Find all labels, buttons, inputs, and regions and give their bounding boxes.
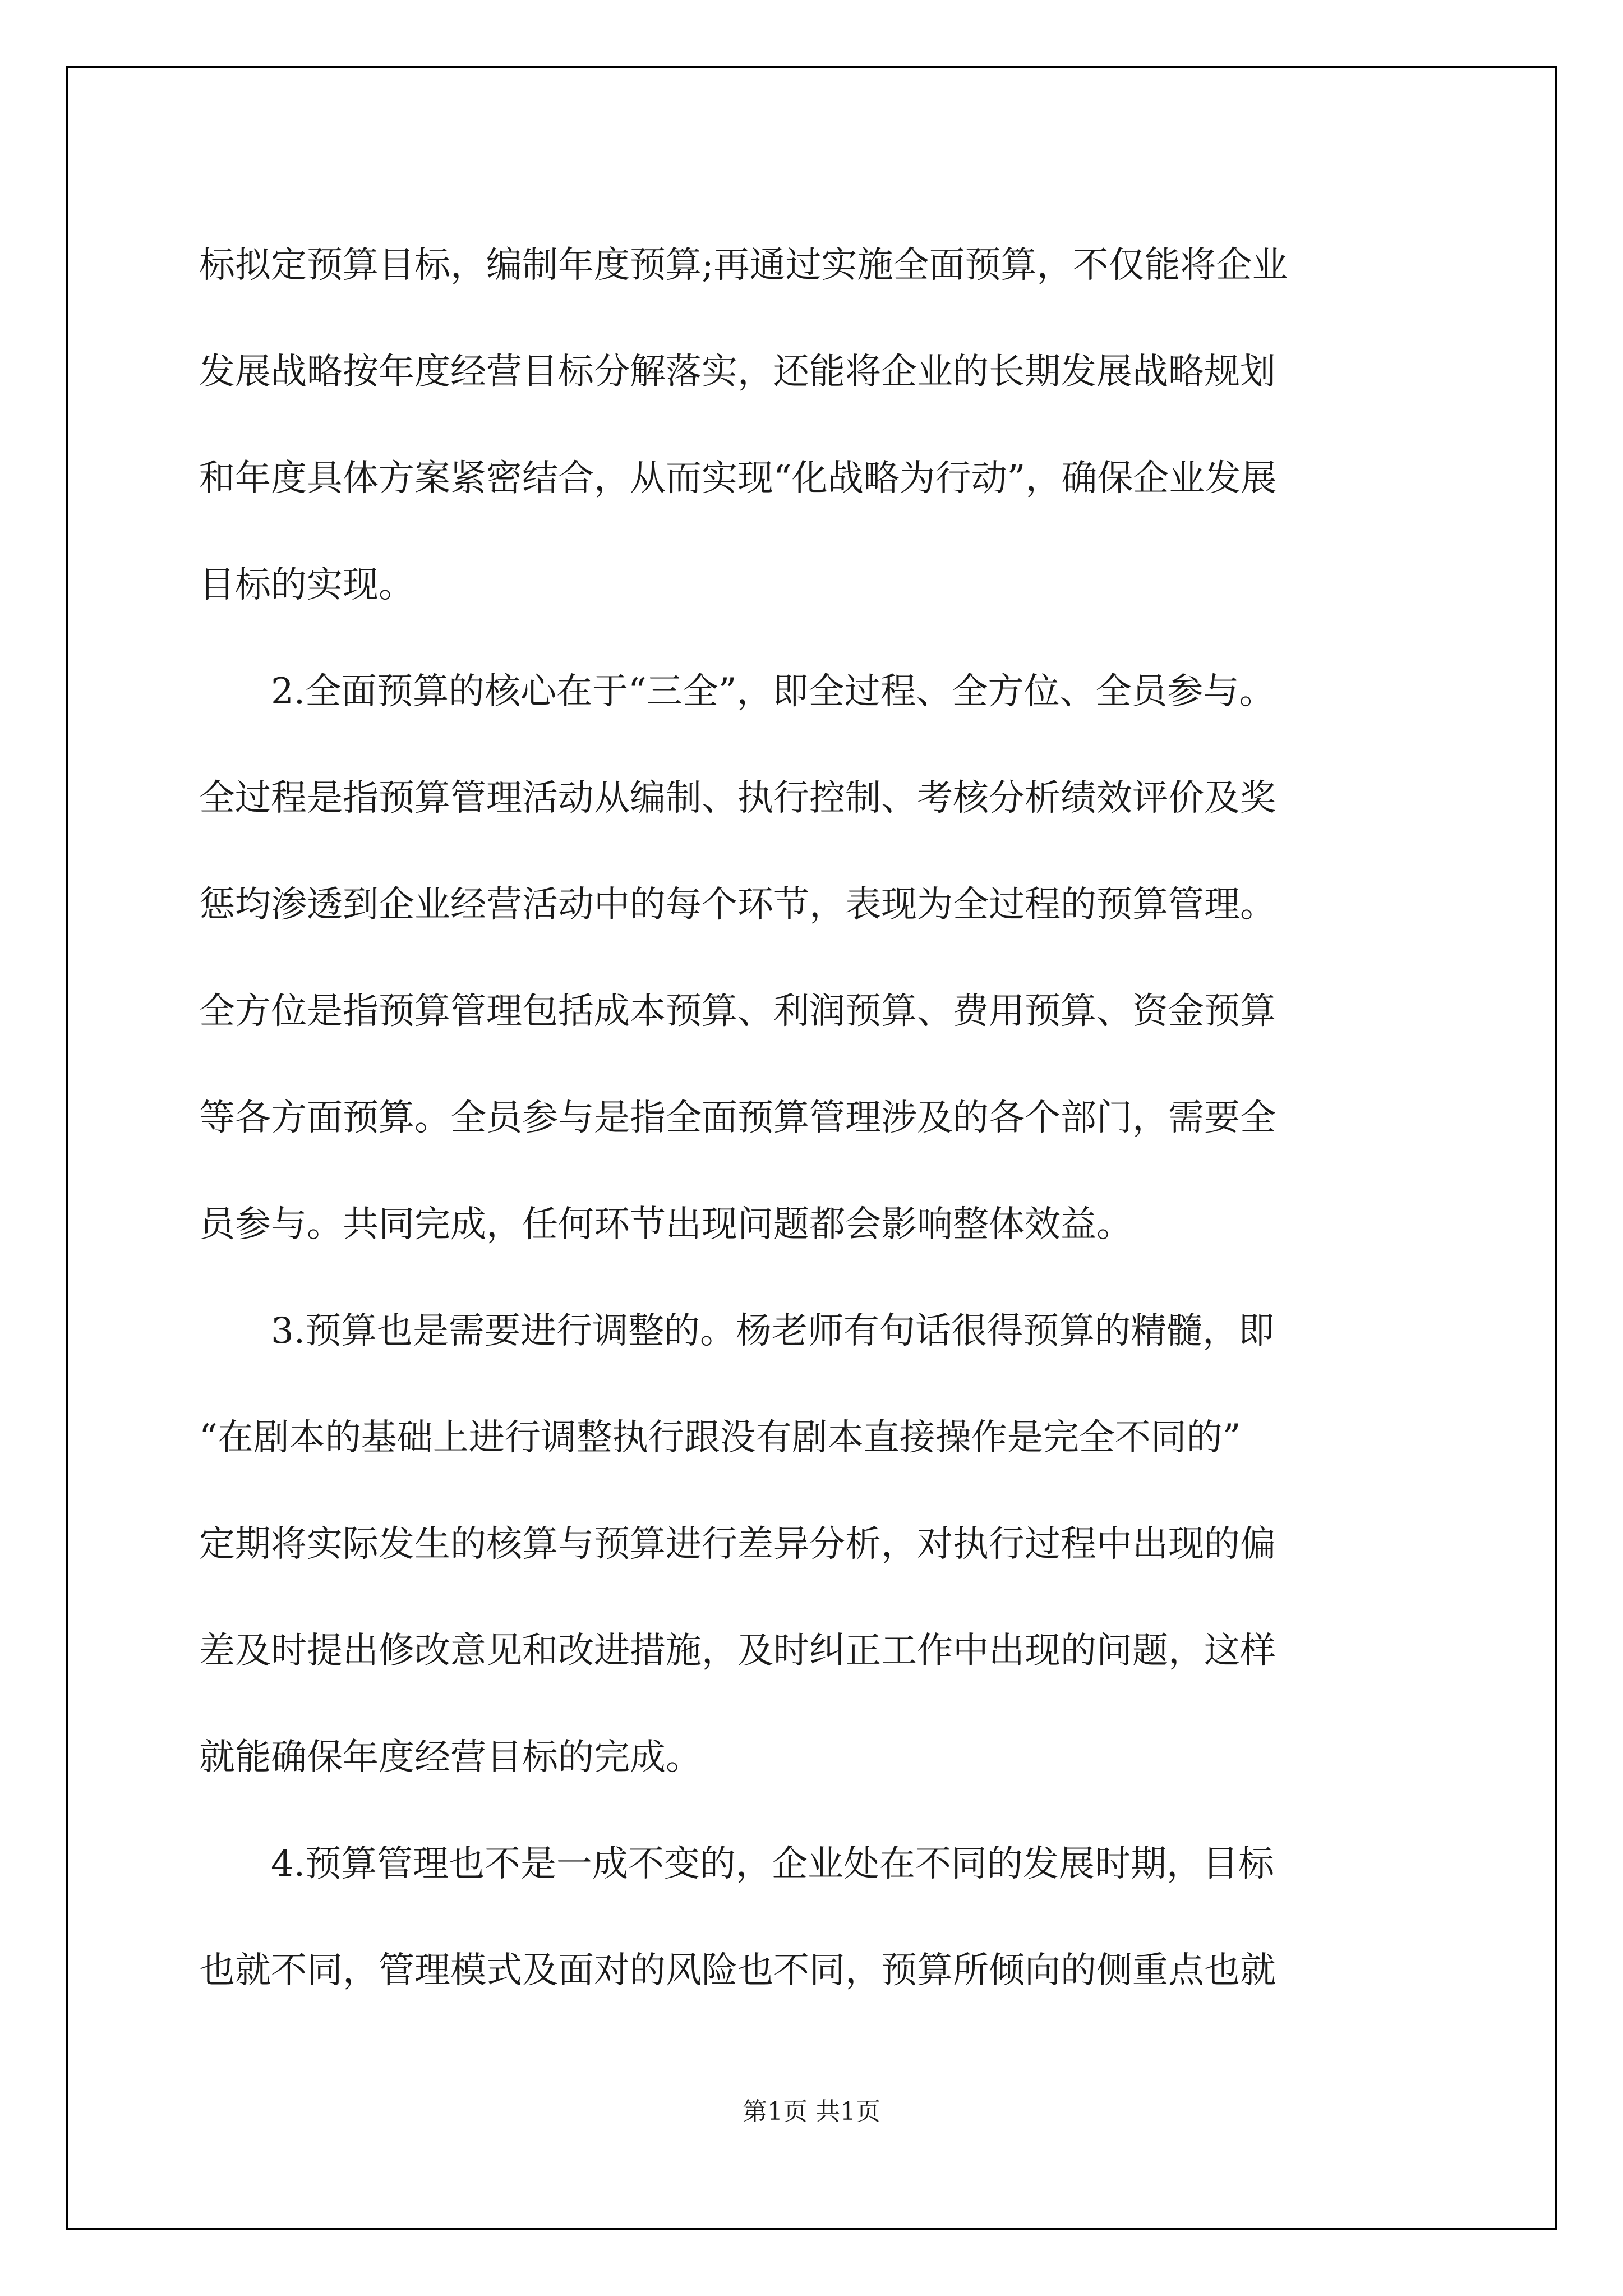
paragraph-start-3: 3.预算也是需要进行调整的。杨老师有句话很得预算的精髓，即 xyxy=(271,1310,1275,1352)
text-line: 就能确保年度经营目标的完成。 xyxy=(199,1737,702,1778)
text-line: 惩均渗透到企业经营活动中的每个环节，表现为全过程的预算管理。 xyxy=(199,884,1276,926)
text-line: 全方位是指预算管理包括成本预算、利润预算、费用预算、资金预算 xyxy=(199,991,1276,1032)
text-line: 差及时提出修改意见和改进措施，及时纠正工作中出现的问题，这样 xyxy=(199,1630,1276,1672)
text-line: 和年度具体方案紧密结合，从而实现“化战略为行动”，确保企业发展 xyxy=(199,458,1277,499)
text-line: 也就不同，管理模式及面对的风险也不同，预算所倾向的侧重点也就 xyxy=(199,1950,1276,1991)
text-line: 标拟定预算目标，编制年度预算;再通过实施全面预算，不仅能将企业 xyxy=(199,245,1288,286)
text-line: 目标的实现。 xyxy=(199,564,414,606)
text-line: 发展战略按年度经营目标分解落实，还能将企业的长期发展战略规划 xyxy=(199,351,1276,393)
text-line: 全过程是指预算管理活动从编制、执行控制、考核分析绩效评价及奖 xyxy=(199,777,1276,819)
text-line: 定期将实际发生的核算与预算进行差异分析，对执行过程中出现的偏 xyxy=(199,1524,1276,1565)
text-line: “在剧本的基础上进行调整执行跟没有剧本直接操作是完全不同的” xyxy=(199,1417,1241,1458)
text-line: 等各方面预算。全员参与是指全面预算管理涉及的各个部门，需要全 xyxy=(199,1097,1276,1139)
page-footer: 第1页 共1页 xyxy=(743,2097,880,2126)
text-line: 员参与。共同完成，任何环节出现问题都会影响整体效益。 xyxy=(199,1204,1132,1245)
paragraph-start-4: 4.预算管理也不是一成不变的，企业处在不同的发展时期，目标 xyxy=(271,1843,1275,1885)
document-body xyxy=(199,212,1433,2024)
paragraph-start-2: 2.全面预算的核心在于“三全”，即全过程、全方位、全员参与。 xyxy=(271,671,1275,712)
